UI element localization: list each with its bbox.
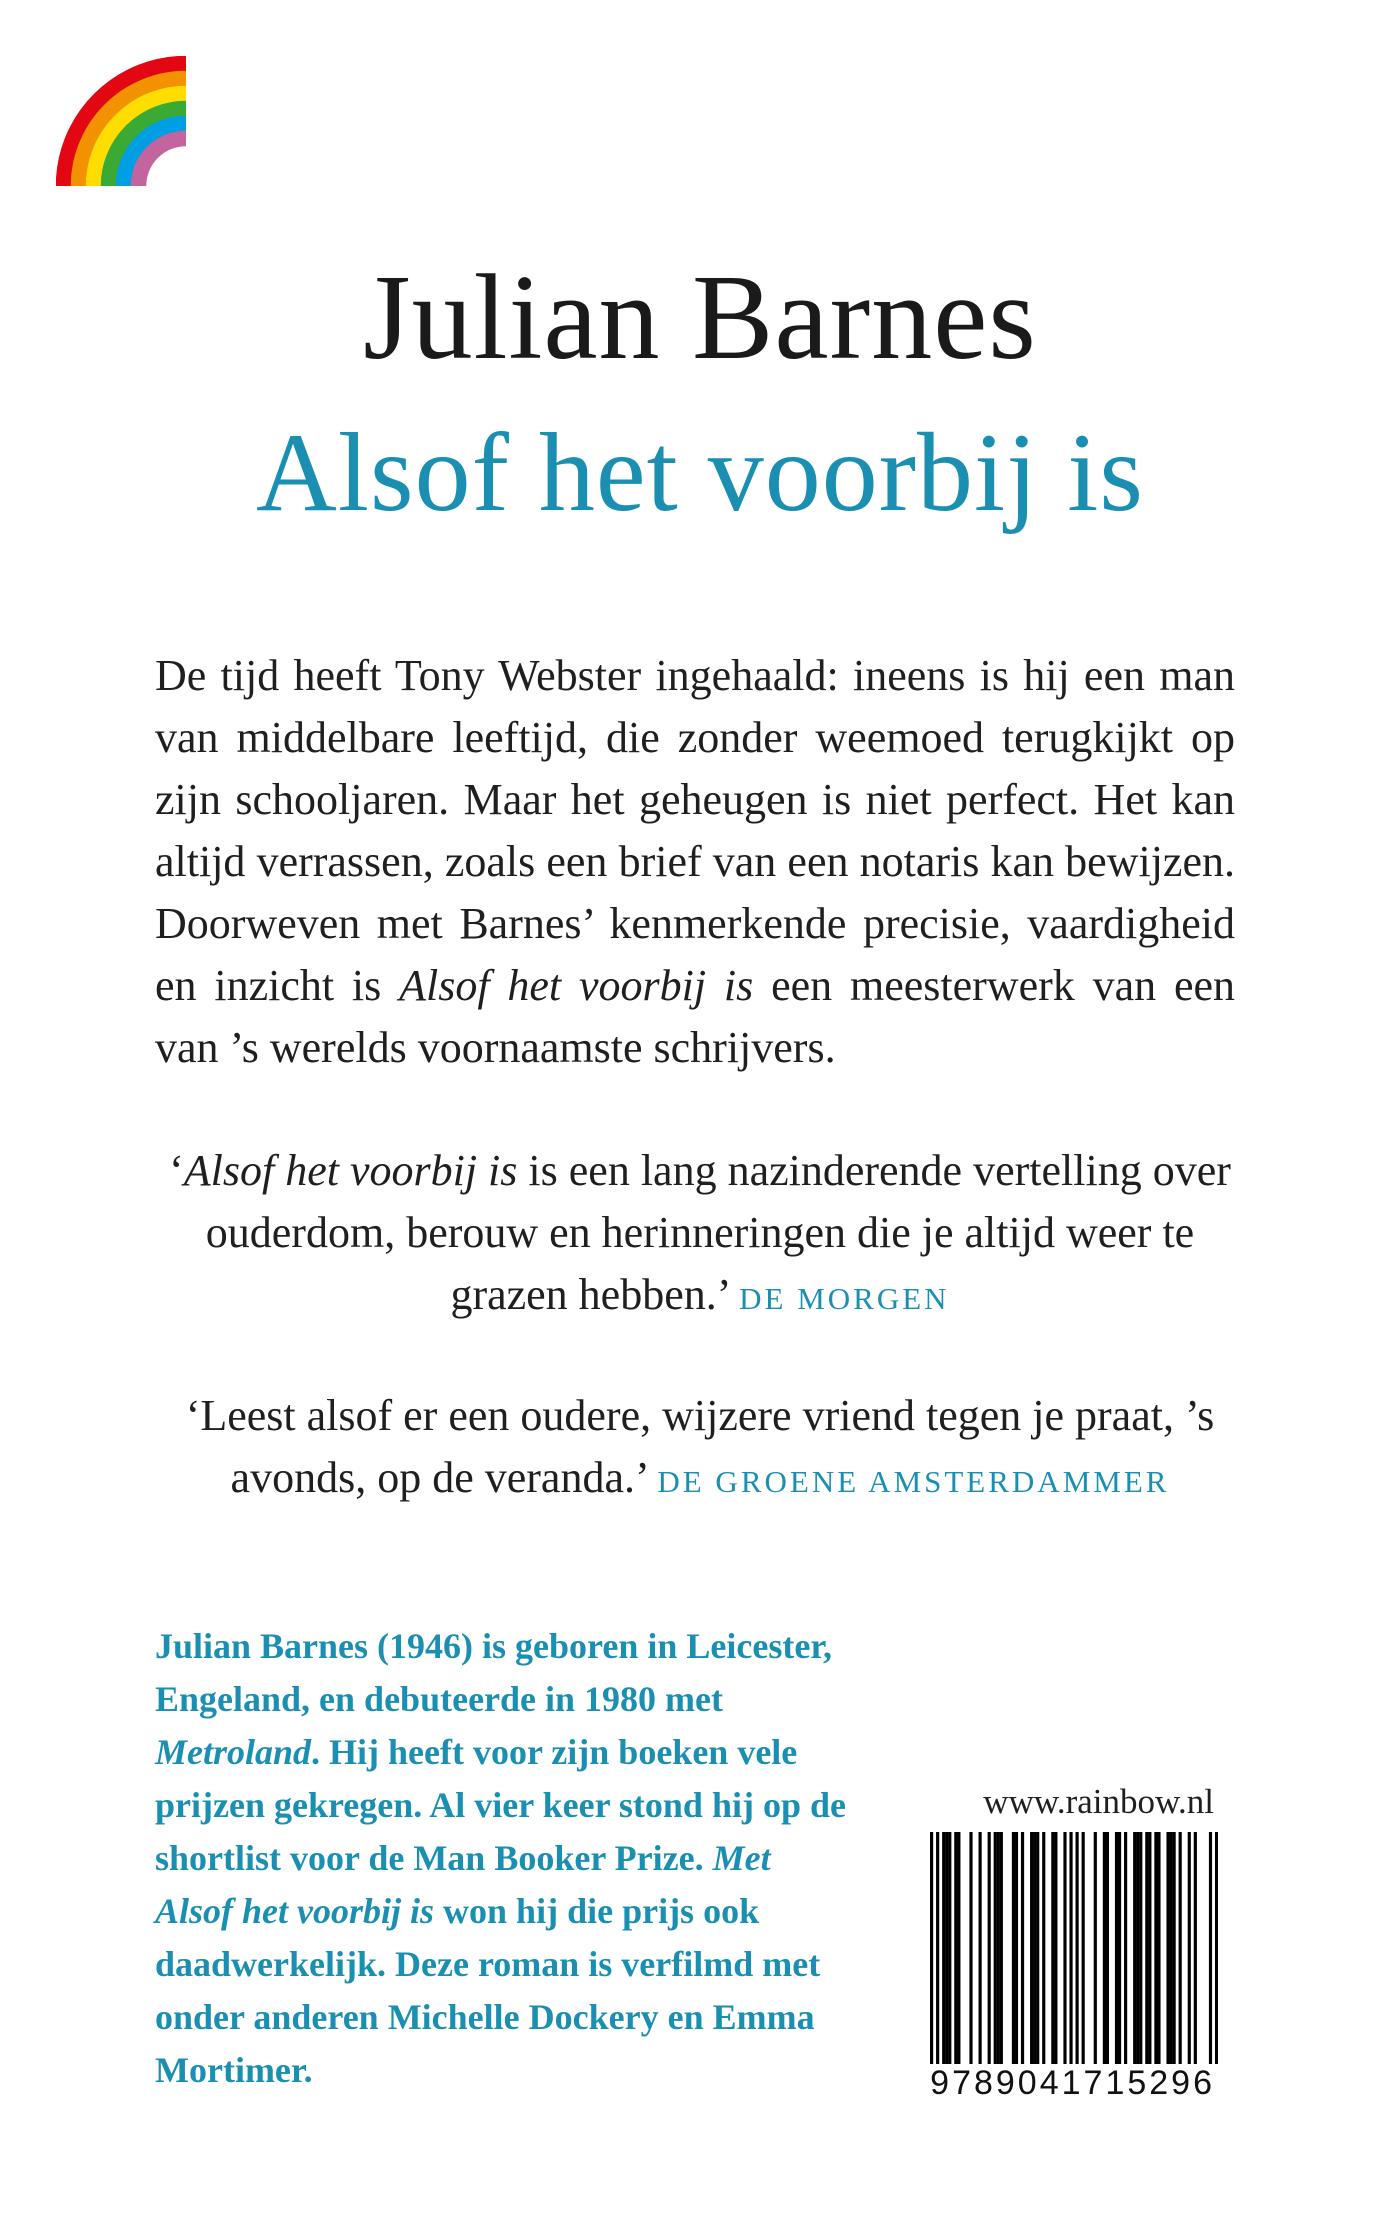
barcode-bar [1133,1832,1136,2064]
barcode-bar [1076,1832,1079,2064]
rainbow-icon [56,56,186,186]
bio-met-title: Met Alsof het voorbij is [155,1838,771,1931]
barcode-bar [1103,1832,1106,2064]
barcode-bar [997,1832,1000,2064]
barcode-bar [1021,1832,1024,2064]
publisher-website: www.rainbow.nl [983,1782,1214,1821]
barcode-bar [954,1832,957,2064]
barcode-bar [1169,1832,1172,2064]
barcode-bar [1115,1832,1118,2064]
author-bio [155,1620,855,2097]
barcode-bar [1106,1832,1109,2064]
barcode-bar [1215,1832,1218,2064]
barcode-bar [936,1832,939,2064]
barcode-bar [1139,1832,1142,2064]
barcode-bar [1069,1832,1072,2064]
isbn-number: 9789041715296 [930,2064,1215,2102]
quote-text: ‘Leest alsof er een oudere, wijzere vriend tegen je praat, ’s avonds, op de veranda.’ [185,1391,1215,1502]
barcode-bar [1000,1832,1003,2064]
barcode-bar [1054,1832,1057,2064]
quote-open-mark: ‘ [169,1146,184,1195]
barcode-bar [1173,1832,1176,2064]
barcode-bar [1148,1832,1151,2064]
barcode-bar [1063,1832,1066,2064]
barcode-bar [1136,1832,1139,2064]
blurb-text-2: een meesterwerk van een van ’s werelds voornaamste schrijvers. [155,961,1236,1072]
bio-text-2: . Hij heeft voor zijn boeken vele prijzen gekregen. Al vier keer stond hij op de shortlist voor de Man Booker Prize. [155,1732,846,1878]
barcode-bar [979,1832,982,2064]
barcode-bar [1015,1832,1018,2064]
barcode-bar [1082,1832,1085,2064]
barcode-bar [942,1832,945,2064]
quote-source: DE MORGEN [739,1281,950,1316]
barcode-bar [957,1832,960,2064]
barcode-bar [1118,1832,1121,2064]
barcode-bar [1194,1832,1197,2064]
barcode-bar [1209,1832,1212,2064]
barcode-bar [1033,1832,1036,2064]
barcode-bar [1094,1832,1097,2064]
bio-text-3: won hij die prijs ook daadwerkelijk. Deze roman is verfilmd met onder anderen Michelle Dockery en Emma Mortimer. [155,1891,821,2090]
barcode-bar [1179,1832,1182,2064]
author-name: Julian Barnes [363,250,1037,385]
barcode-bar [1188,1832,1191,2064]
bio-metroland: Metroland [155,1732,312,1772]
barcode-bar [994,1832,997,2064]
quote-title-italic: Alsof het voorbij is [183,1146,518,1195]
barcode [930,1832,1218,2064]
barcode-bar [1145,1832,1148,2064]
quote-groene-amsterdammer [150,1385,1250,1513]
barcode-bar [1036,1832,1039,2064]
barcode-bar [948,1832,951,2064]
quote-de-morgen [150,1140,1250,1330]
barcode-bar [1012,1832,1015,2064]
barcode-bar [988,1832,991,2064]
barcode-bar [969,1832,972,2064]
barcode-bar [1166,1832,1169,2064]
book-title: Alsof het voorbij is [256,411,1144,535]
barcode-bar [1051,1832,1054,2064]
bio-text-1: Julian Barnes (1946) is geboren in Leicester, Engeland, en debuteerde in 1980 met [155,1626,832,1719]
barcode-bar [930,1832,933,2064]
blurb-text-1: De tijd heeft Tony Webster ingehaald: ineens is hij een man van middelbare leeftijd, die zonder weemoed terugkijkt op zijn schooljaren. Maar het geheugen is niet perfect. Het kan altijd verrassen, zoals een brief van een notaris kan bewijzen. Doorweven met Barnes’ kenmerkende precisie, vaardigheid en inzicht is [155,651,1235,1010]
barcode-bar [1154,1832,1157,2064]
barcode-bar [1157,1832,1160,2064]
quote-source: DE GROENE AMSTERDAMMER [657,1464,1170,1499]
barcode-bar [945,1832,948,2064]
barcode-bar [1124,1832,1127,2064]
barcode-bar [1030,1832,1033,2064]
quote-text: is een lang nazinderende vertelling over ouderdom, berouw en herinneringen die je altijd weer te grazen hebben.’ [205,1146,1231,1319]
blurb [155,645,1235,1079]
blurb-title-italic: Alsof het voorbij is [399,961,754,1010]
barcode-bar [1042,1832,1045,2064]
